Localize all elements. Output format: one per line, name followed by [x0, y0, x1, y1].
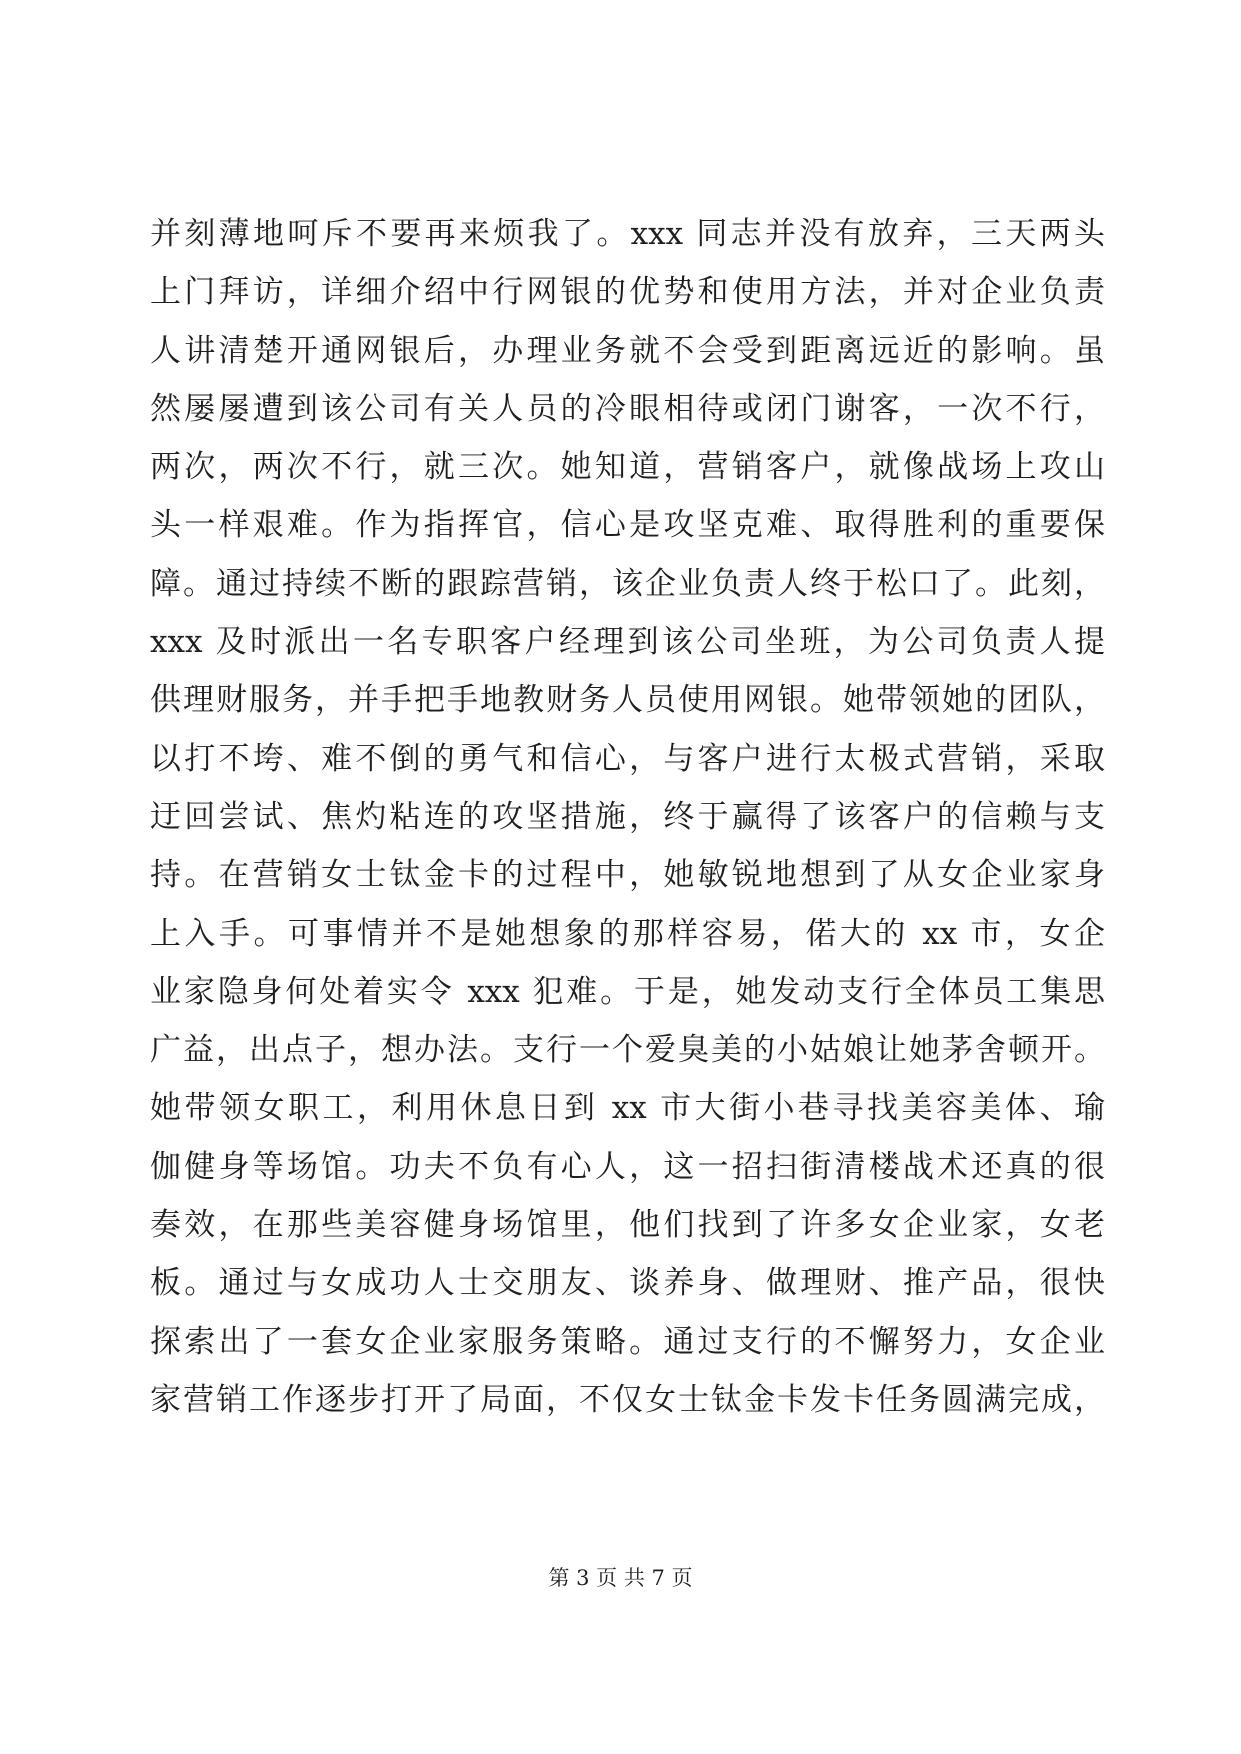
text-line: 家营销工作逐步打开了局面，不仅女士钛金卡发卡任务圆满完成，: [150, 1381, 1105, 1418]
text-line: 头一样艰难。作为指挥官，信心是攻坚克难、取得胜利的重要保: [150, 507, 1105, 544]
text-line: 持。在营销女士钛金卡的过程中，她敏锐地想到了从女企业家身: [150, 857, 1105, 894]
text-line: 障。通过持续不断的跟踪营销，该企业负责人终于松口了。此刻，: [150, 565, 1105, 602]
text-line: 迂回尝试、焦灼粘连的攻坚措施，终于赢得了该客户的信赖与支: [150, 798, 1105, 835]
text-line: 伽健身等场馆。功夫不负有心人，这一招扫街清楼战术还真的很: [150, 1148, 1105, 1185]
text-line: 然屡屡遭到该公司有关人员的冷眼相待或闭门谢客，一次不行，: [150, 390, 1105, 427]
text-line: 广益，出点子，想办法。支行一个爱臭美的小姑娘让她茅舍顿开。: [150, 1032, 1105, 1069]
text-line: 人讲清楚开通网银后，办理业务就不会受到距离远近的影响。虽: [150, 332, 1105, 369]
text-line: 以打不垮、难不倒的勇气和信心，与客户进行太极式营销，采取: [150, 740, 1105, 777]
text-line: 并刻薄地呵斥不要再来烦我了。xxx 同志并没有放弃，三天两头: [150, 216, 1105, 252]
text-line: 板。通过与女成功人士交朋友、谈养身、做理财、推产品，很快: [150, 1265, 1105, 1302]
body-text: [150, 205, 1105, 1429]
text-line: 两次，两次不行，就三次。她知道，营销客户，就像战场上攻山: [150, 449, 1105, 486]
text-line: 业家隐身何处着实令 xxx 犯难。于是，她发动支行全体员工集思: [150, 973, 1105, 1010]
text-line: 上入手。可事情并不是她想象的那样容易，偌大的 xx 市，女企: [150, 915, 1105, 952]
page-number-footer: 第 3 页 共 7 页: [548, 1566, 693, 1590]
text-line: 供理财服务，并手把手地教财务人员使用网银。她带领她的团队，: [150, 682, 1105, 719]
text-line: 上门拜访，详细介绍中行网银的优势和使用方法，并对企业负责: [150, 274, 1105, 311]
text-line: 探索出了一套女企业家服务策略。通过支行的不懈努力，女企业: [150, 1323, 1105, 1360]
text-line: xxx 及时派出一名专职客户经理到该公司坐班，为公司负责人提: [150, 624, 1105, 661]
text-line: 奏效，在那些美容健身场馆里，他们找到了许多女企业家，女老: [150, 1207, 1105, 1244]
text-line: 她带领女职工，利用休息日到 xx 市大街小巷寻找美容美体、瑜: [150, 1090, 1105, 1127]
